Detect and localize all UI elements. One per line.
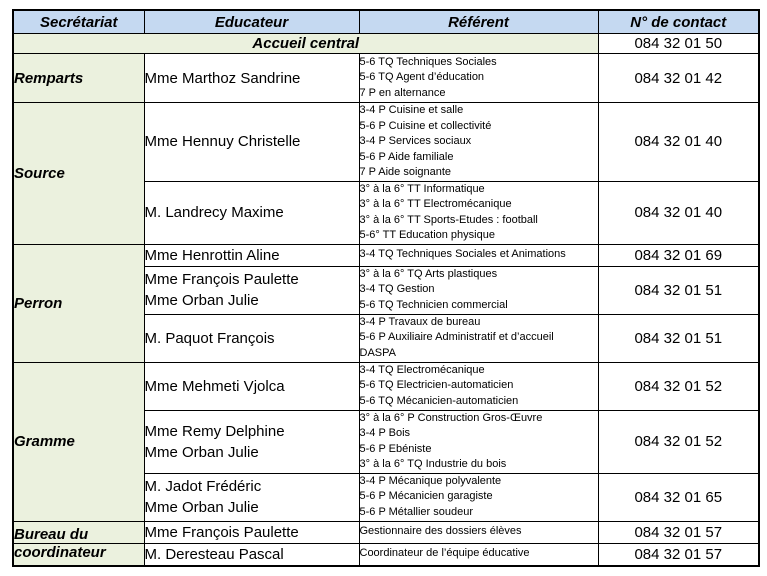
educateur-cell xyxy=(144,473,359,521)
header-educateur: Educateur xyxy=(144,10,359,34)
phone-number: 084 32 01 57 xyxy=(598,543,759,566)
referent-line: 3-4 TQ Techniques Sociales et Animations xyxy=(359,248,566,261)
table-row xyxy=(13,103,759,182)
educateur-name: Mme Hennuy Christelle xyxy=(144,133,301,151)
phone-number: 084 32 01 69 xyxy=(598,244,759,266)
referent-cell xyxy=(359,362,598,410)
header-contact: N° de contact xyxy=(598,10,759,34)
educateur-name: Mme François Paulette xyxy=(144,271,299,288)
referent-cell xyxy=(359,521,598,543)
referent-cell xyxy=(359,543,598,566)
phone-number: 084 32 01 65 xyxy=(598,473,759,521)
phone-number: 084 32 01 57 xyxy=(598,521,759,543)
referent-line: 5-6 TQ Techniques Sociales xyxy=(359,55,497,68)
phone-number: 084 32 01 51 xyxy=(598,266,759,314)
educateur-cell xyxy=(144,362,359,410)
referent-line: 7 P Aide soignante xyxy=(359,166,452,178)
contact-directory-table xyxy=(12,9,760,567)
header-secretariat: Secrétariat xyxy=(13,10,144,34)
referent-line: 5-6 TQ Agent d’éducation xyxy=(359,71,485,84)
header-referent: Référent xyxy=(359,10,598,34)
educateur-cell xyxy=(144,314,359,362)
referent-line: 5-6 TQ Mécanicien-automaticien xyxy=(359,394,519,407)
section-perron: Perron xyxy=(13,244,144,362)
header-row xyxy=(13,10,759,34)
table-row xyxy=(13,244,759,266)
educateur-name: M. Landrecy Maxime xyxy=(144,204,284,221)
referent-line: 3° à la 6° TQ Arts plastiques xyxy=(359,267,498,280)
educateur-name: Mme Orban Julie xyxy=(144,292,259,309)
educateur-cell xyxy=(144,244,359,266)
referent-line: 5-6 P Mécanicien garagiste xyxy=(359,490,493,503)
referent-line: 5-6 TQ Technicien commercial xyxy=(359,298,508,311)
referent-line: 3° à la 6° TQ Industrie du bois xyxy=(359,458,507,470)
referent-line: 5-6 P Ebéniste xyxy=(359,442,432,455)
referent-line: 5-6 P Métallier soudeur xyxy=(359,505,474,518)
table-row xyxy=(13,543,759,566)
table-row xyxy=(13,362,759,410)
referent-line: 3-4 P Services sociaux xyxy=(359,135,472,147)
referent-line: 3° à la 6° P Construction Gros-Œuvre xyxy=(359,411,543,424)
referent-line: 7 P en alternance xyxy=(359,86,446,99)
educateur-cell xyxy=(144,410,359,473)
referent-line: 3-4 P Travaux de bureau xyxy=(359,315,481,328)
section-remparts: Remparts xyxy=(13,54,144,103)
referent-line: DASPA xyxy=(359,346,396,359)
educateur-name: Mme Remy Delphine xyxy=(144,422,285,440)
phone-number: 084 32 01 51 xyxy=(598,314,759,362)
educateur-name: Mme Henrottin Aline xyxy=(144,246,280,264)
referent-cell xyxy=(359,410,598,473)
referent-line: 5-6° TT Education physique xyxy=(359,229,495,241)
referent-line: 3-4 P Mécanique polyvalente xyxy=(359,474,502,487)
central-row xyxy=(13,34,759,54)
educateur-cell xyxy=(144,103,359,182)
referent-line: 3-4 TQ Gestion xyxy=(359,283,435,296)
phone-number: 084 32 01 40 xyxy=(598,181,759,244)
referent-line: 5-6 P Auxiliaire Administratif et d’accueil xyxy=(359,331,554,344)
referent-line: 3° à la 6° TT Electromécanique xyxy=(359,198,512,210)
referent-line: 3-4 P Bois xyxy=(359,427,411,439)
phone-number: 084 32 01 50 xyxy=(598,34,759,54)
phone-number: 084 32 01 40 xyxy=(598,103,759,182)
educateur-name: Mme Orban Julie xyxy=(144,443,259,461)
section-bureau-line1: Bureau du xyxy=(13,521,144,543)
referent-cell xyxy=(359,181,598,244)
referent-line: 5-6 P Cuisine et collectivité xyxy=(359,119,492,132)
referent-line: Coordinateur de l’équipe éducative xyxy=(359,547,530,560)
central-label: Accueil central xyxy=(13,34,598,54)
referent-line: 5-6 TQ Electricien-automaticien xyxy=(359,379,514,392)
referent-line: Gestionnaire des dossiers élèves xyxy=(359,525,522,538)
educateur-name: M. Paquot François xyxy=(144,329,275,347)
referent-cell xyxy=(359,314,598,362)
educateur-name: Mme Orban Julie xyxy=(144,499,259,516)
educateur-cell xyxy=(144,181,359,244)
educateur-cell xyxy=(144,266,359,314)
section-source: Source xyxy=(13,103,144,245)
referent-line: 3-4 TQ Electromécanique xyxy=(359,363,485,376)
referent-cell xyxy=(359,103,598,182)
referent-cell xyxy=(359,473,598,521)
referent-cell xyxy=(359,244,598,266)
referent-cell xyxy=(359,54,598,103)
educateur-name: Mme Mehmeti Vjolca xyxy=(144,377,285,395)
phone-number: 084 32 01 52 xyxy=(598,410,759,473)
educateur-cell xyxy=(144,543,359,566)
referent-line: 5-6 P Aide familiale xyxy=(359,150,454,163)
educateur-name: M. Jadot Frédéric xyxy=(144,478,262,495)
educateur-name: Mme François Paulette xyxy=(144,523,299,541)
section-gramme: Gramme xyxy=(13,362,144,521)
phone-number: 084 32 01 52 xyxy=(598,362,759,410)
referent-line: 3° à la 6° TT Informatique xyxy=(359,182,485,195)
referent-line: 3-4 P Cuisine et salle xyxy=(359,104,464,116)
table-row xyxy=(13,521,759,543)
section-bureau-line2: coordinateur xyxy=(13,543,144,566)
phone-number: 084 32 01 42 xyxy=(598,54,759,103)
educateur-cell xyxy=(144,521,359,543)
educateur-name: Mme Marthoz Sandrine xyxy=(144,69,301,87)
educateur-cell xyxy=(144,54,359,103)
referent-cell xyxy=(359,266,598,314)
table-row xyxy=(13,54,759,103)
referent-line: 3° à la 6° TT Sports-Etudes : football xyxy=(359,213,538,226)
educateur-name: M. Deresteau Pascal xyxy=(144,545,284,563)
